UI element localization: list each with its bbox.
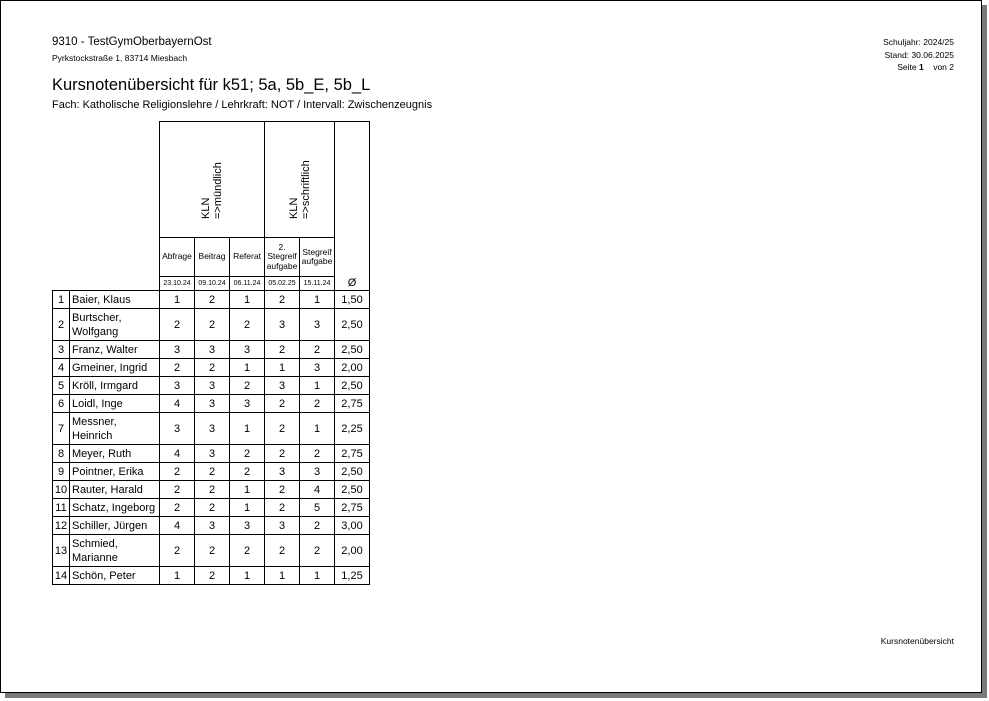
grade-cell: 3 (195, 377, 230, 395)
grade-cell: 2 (265, 341, 300, 359)
grade-cell: 3 (230, 341, 265, 359)
grade-cell: 2 (230, 463, 265, 481)
group-header-wrap (160, 122, 264, 237)
column-label: 2. Stegreif aufgabe (265, 238, 300, 277)
grade-cell: 1 (230, 499, 265, 517)
grade-cell: 3 (195, 445, 230, 463)
column-label: Abfrage (160, 238, 195, 277)
grade-cell: 1 (300, 567, 335, 585)
grade-cell: 3 (230, 517, 265, 535)
grade-cell: 3 (265, 377, 300, 395)
average-cell: 2,50 (335, 463, 370, 481)
student-number: 3 (53, 341, 70, 359)
grade-cell: 2 (265, 481, 300, 499)
student-name: Meyer, Ruth (70, 445, 160, 463)
grade-cell: 2 (230, 535, 265, 567)
grade-cell: 3 (265, 463, 300, 481)
group-line1: KLN (287, 197, 300, 219)
student-row (53, 377, 370, 395)
grade-cell: 2 (265, 395, 300, 413)
student-number: 11 (53, 499, 70, 517)
schuljahr: Schuljahr: 2024/25 (883, 37, 954, 47)
student-name: Schatz, Ingeborg (70, 499, 160, 517)
page-total: von 2 (933, 62, 954, 72)
stand: Stand: 30.06.2025 (884, 49, 954, 60)
grade-cell: 2 (300, 517, 335, 535)
grade-cell: 1 (230, 359, 265, 377)
grade-cell: 2 (160, 499, 195, 517)
student-row (53, 499, 370, 517)
grade-cell: 4 (160, 395, 195, 413)
student-number: 13 (53, 535, 70, 567)
student-row (53, 341, 370, 359)
grade-cell: 3 (265, 309, 300, 341)
grade-cell: 1 (265, 359, 300, 377)
student-name: Burtscher, Wolfgang (70, 309, 160, 341)
grade-cell: 1 (300, 413, 335, 445)
student-number: 1 (53, 291, 70, 309)
grade-cell: 3 (265, 517, 300, 535)
grade-cell: 3 (300, 463, 335, 481)
page-title: Kursnotenübersicht für k51; 5a, 5b_E, 5b_L (52, 76, 371, 94)
grade-cell: 2 (195, 499, 230, 517)
grade-cell: 2 (300, 535, 335, 567)
student-name: Kröll, Irmgard (70, 377, 160, 395)
student-row (53, 463, 370, 481)
school-name: 9310 - TestGymOberbayernOst (52, 36, 212, 48)
blank-cell (53, 122, 70, 291)
grade-cell: 2 (195, 291, 230, 309)
group-line2: =>schriftlich (299, 160, 312, 219)
grade-cell: 2 (195, 359, 230, 377)
grade-cell: 2 (160, 359, 195, 377)
grade-cell: 3 (195, 413, 230, 445)
group-header (265, 122, 335, 238)
student-row (53, 309, 370, 341)
grade-cell: 3 (300, 309, 335, 341)
average-cell: 2,00 (335, 535, 370, 567)
grade-cell: 2 (265, 413, 300, 445)
student-row (53, 413, 370, 445)
column-label: Stegreif aufgabe (300, 238, 335, 277)
grade-cell: 1 (160, 291, 195, 309)
group-line2: =>mündlich (212, 162, 224, 219)
student-row (53, 445, 370, 463)
avg-header: Ø (335, 122, 370, 291)
student-name: Messner, Heinrich (70, 413, 160, 445)
grade-cell: 3 (160, 413, 195, 445)
student-name: Pointner, Erika (70, 463, 160, 481)
grade-cell: 1 (230, 567, 265, 585)
column-date: 23.10.24 (160, 277, 195, 291)
student-row (53, 517, 370, 535)
header-group-row (53, 122, 370, 238)
average-cell: 2,75 (335, 395, 370, 413)
grade-cell: 1 (230, 481, 265, 499)
grade-cell: 5 (300, 499, 335, 517)
student-number: 7 (53, 413, 70, 445)
average-cell: 2,00 (335, 359, 370, 377)
group-header (160, 122, 265, 238)
grade-cell: 1 (300, 377, 335, 395)
page-indicator (883, 61, 954, 74)
column-date: 05.02.25 (265, 277, 300, 291)
column-label: Referat (230, 238, 265, 277)
column-label: Beitrag (195, 238, 230, 277)
grade-cell: 2 (265, 291, 300, 309)
student-name: Schmied, Marianne (70, 535, 160, 567)
student-name: Rauter, Harald (70, 481, 160, 499)
student-number: 10 (53, 481, 70, 499)
grade-cell: 2 (160, 309, 195, 341)
average-cell: 2,50 (335, 309, 370, 341)
student-number: 2 (53, 309, 70, 341)
grade-cell: 3 (230, 395, 265, 413)
grade-cell: 3 (300, 359, 335, 377)
grade-cell: 2 (265, 445, 300, 463)
group-header-label (288, 160, 312, 219)
page-number: 1 (919, 62, 924, 72)
student-name: Loidl, Inge (70, 395, 160, 413)
grade-cell: 2 (300, 445, 335, 463)
student-row (53, 359, 370, 377)
student-row (53, 291, 370, 309)
grade-cell: 2 (195, 535, 230, 567)
grade-cell: 1 (300, 291, 335, 309)
grade-cell: 3 (160, 341, 195, 359)
column-date: 09.10.24 (195, 277, 230, 291)
grade-cell: 1 (160, 567, 195, 585)
student-row (53, 567, 370, 585)
student-number: 5 (53, 377, 70, 395)
page-subtitle: Fach: Katholische Religionslehre / Lehrkraft: NOT / Intervall: Zwischenzeugnis (52, 99, 433, 111)
student-row (53, 481, 370, 499)
grade-cell: 2 (160, 481, 195, 499)
grade-cell: 2 (160, 463, 195, 481)
page-label: Seite (897, 62, 917, 72)
average-cell: 1,25 (335, 567, 370, 585)
grade-cell: 3 (195, 395, 230, 413)
student-row (53, 395, 370, 413)
student-name: Schiller, Jürgen (70, 517, 160, 535)
average-cell: 1,50 (335, 291, 370, 309)
grade-cell: 4 (160, 517, 195, 535)
grade-cell: 1 (265, 567, 300, 585)
report-meta (883, 36, 954, 74)
grade-cell: 2 (195, 463, 230, 481)
student-name: Franz, Walter (70, 341, 160, 359)
grade-cell: 2 (230, 377, 265, 395)
group-line1: KLN (200, 197, 212, 219)
average-cell: 2,75 (335, 499, 370, 517)
grade-cell: 4 (300, 481, 335, 499)
grade-cell: 3 (195, 517, 230, 535)
grades-table (52, 121, 370, 585)
group-header-label (200, 162, 224, 219)
grade-cell: 3 (160, 377, 195, 395)
grade-cell: 4 (160, 445, 195, 463)
student-number: 12 (53, 517, 70, 535)
student-number: 8 (53, 445, 70, 463)
school-address: Pyrkstockstraße 1, 83714 Miesbach (52, 53, 188, 63)
grade-cell: 3 (195, 341, 230, 359)
grade-cell: 2 (195, 567, 230, 585)
student-number: 4 (53, 359, 70, 377)
average-cell: 2,50 (335, 377, 370, 395)
student-number: 14 (53, 567, 70, 585)
average-cell: 2,25 (335, 413, 370, 445)
group-header-wrap (265, 122, 334, 237)
blank-cell (70, 122, 160, 291)
grade-cell: 2 (300, 341, 335, 359)
grade-cell: 1 (230, 291, 265, 309)
student-number: 6 (53, 395, 70, 413)
grade-cell: 2 (230, 309, 265, 341)
column-date: 06.11.24 (230, 277, 265, 291)
student-row (53, 535, 370, 567)
grade-cell: 2 (195, 481, 230, 499)
grade-cell: 2 (300, 395, 335, 413)
grade-cell: 2 (160, 535, 195, 567)
average-cell: 2,75 (335, 445, 370, 463)
footer-label: Kursnotenübersicht (880, 636, 954, 646)
column-date: 15.11.24 (300, 277, 335, 291)
student-number: 9 (53, 463, 70, 481)
grade-cell: 1 (230, 413, 265, 445)
average-cell: 2,50 (335, 341, 370, 359)
student-name: Schön, Peter (70, 567, 160, 585)
grade-cell: 2 (265, 535, 300, 567)
average-cell: 3,00 (335, 517, 370, 535)
student-name: Gmeiner, Ingrid (70, 359, 160, 377)
grade-cell: 2 (195, 309, 230, 341)
grade-cell: 2 (265, 499, 300, 517)
average-cell: 2,50 (335, 481, 370, 499)
grade-cell: 2 (230, 445, 265, 463)
student-name: Baier, Klaus (70, 291, 160, 309)
